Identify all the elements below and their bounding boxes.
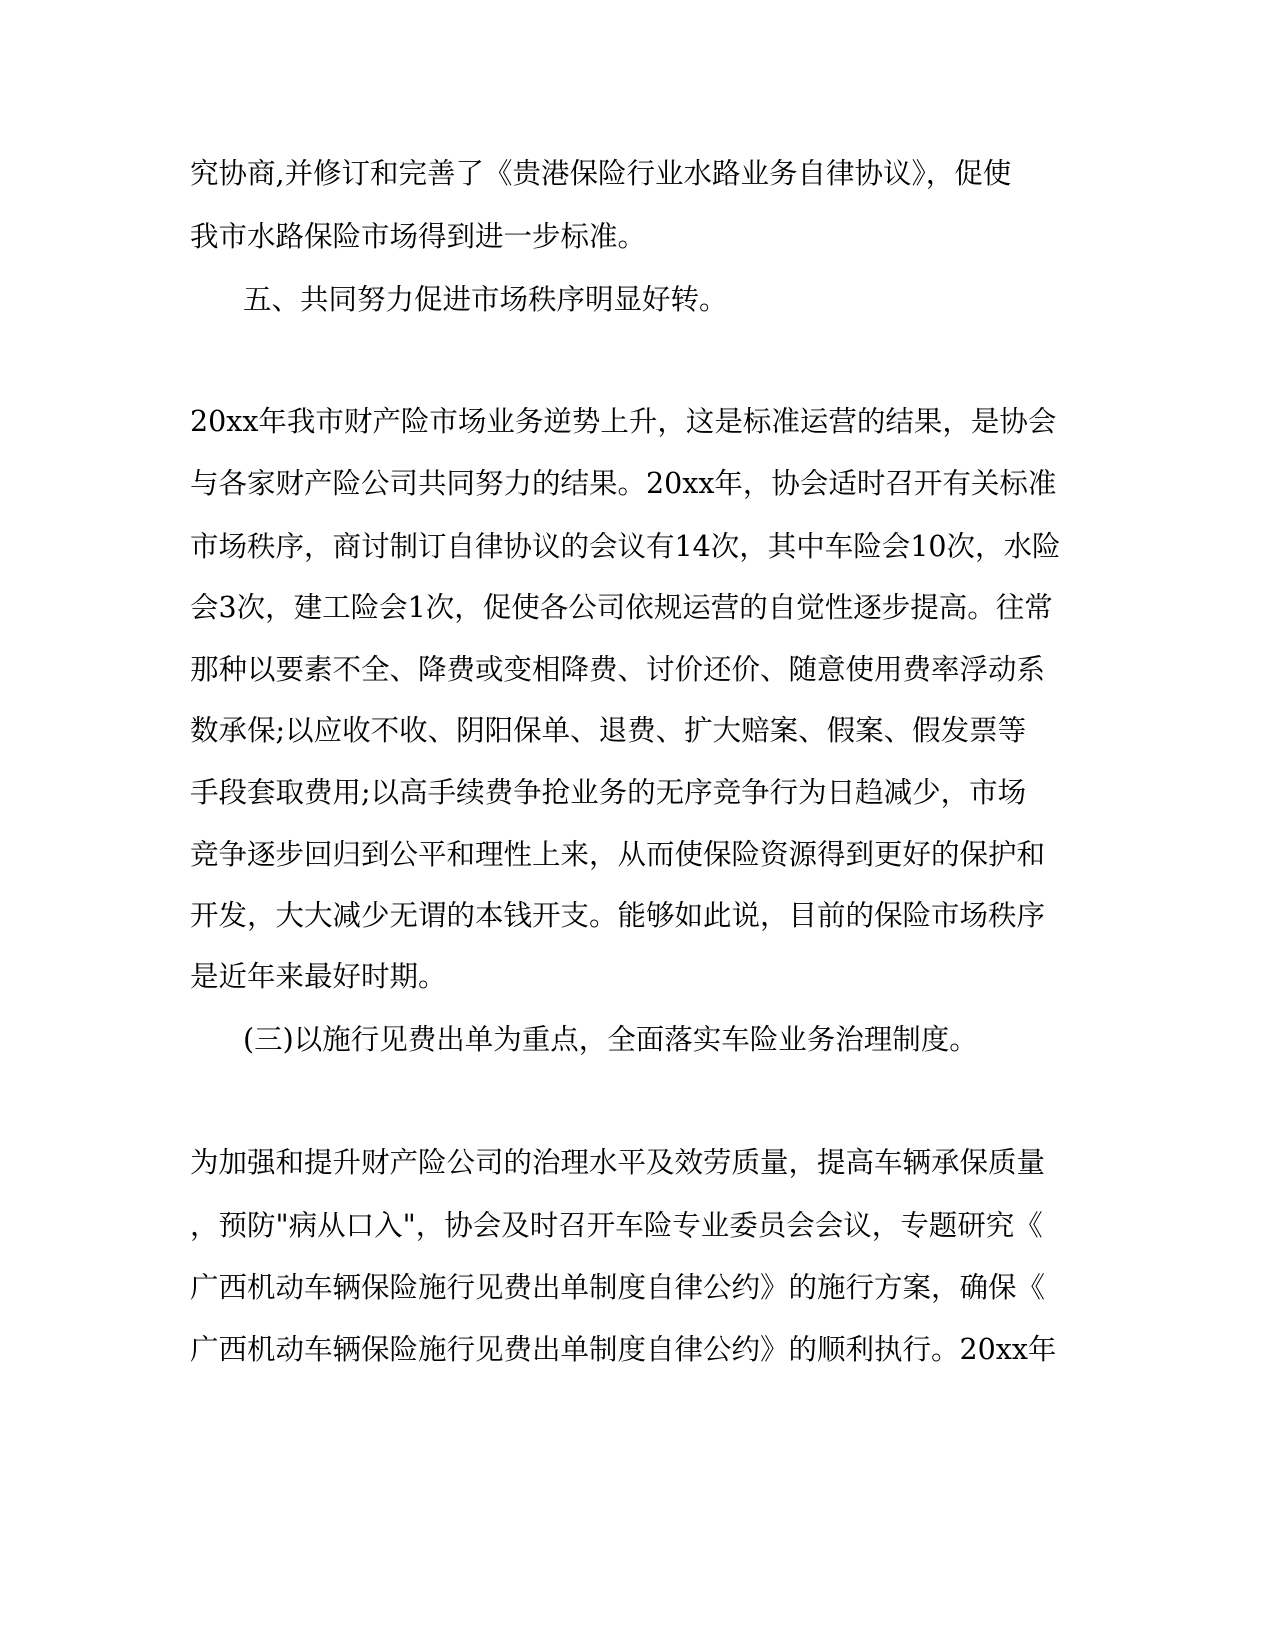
text-line: 手段套取费用;以高手续费争抢业务的无序竞争行为日趋减少，市场	[190, 776, 1027, 809]
text-line: 广西机动车辆保险施行见费出单制度自律公约》的施行方案，确保《	[190, 1271, 1046, 1304]
text-line: 会3次，建工险会1次，促使各公司依规运营的自觉性逐步提高。往常	[190, 591, 1053, 624]
text-line: 广西机动车辆保险施行见费出单制度自律公约》的顺利执行。20xx年	[190, 1333, 1057, 1366]
text-line: 那种以要素不全、降费或变相降费、讨价还价、随意使用费率浮动系	[190, 653, 1046, 686]
text-line: 究协商,并修订和完善了《贵港保险行业水路业务自律协议》，促使	[190, 157, 1012, 190]
text-line: 为加强和提升财产险公司的治理水平及效劳质量，提高车辆承保质量	[190, 1146, 1046, 1179]
text-line: 竞争逐步回归到公平和理性上来，从而使保险资源得到更好的保护和	[190, 838, 1046, 871]
section-heading: (三)以施行见费出单为重点，全面落实车险业务治理制度。	[243, 1023, 978, 1056]
text-line: 数承保;以应收不收、阴阳保单、退费、扩大赔案、假案、假发票等	[190, 714, 1027, 747]
text-line: 开发，大大减少无谓的本钱开支。能够如此说，目前的保险市场秩序	[190, 899, 1046, 932]
text-line: 是近年来最好时期。	[190, 960, 447, 993]
text-line: ，预防"病从口入"，协会及时召开车险专业委员会会议，专题研究《	[190, 1209, 1043, 1242]
text-line: 我市水路保险市场得到进一步标准。	[190, 220, 647, 253]
section-heading: 五、共同努力促进市场秩序明显好转。	[243, 283, 728, 316]
text-line: 与各家财产险公司共同努力的结果。20xx年，协会适时召开有关标准	[190, 467, 1057, 500]
text-line: 市场秩序，商讨制订自律协议的会议有14次，其中车险会10次，水险	[190, 530, 1061, 563]
text-line: 20xx年我市财产险市场业务逆势上升，这是标准运营的结果，是协会	[190, 405, 1057, 438]
